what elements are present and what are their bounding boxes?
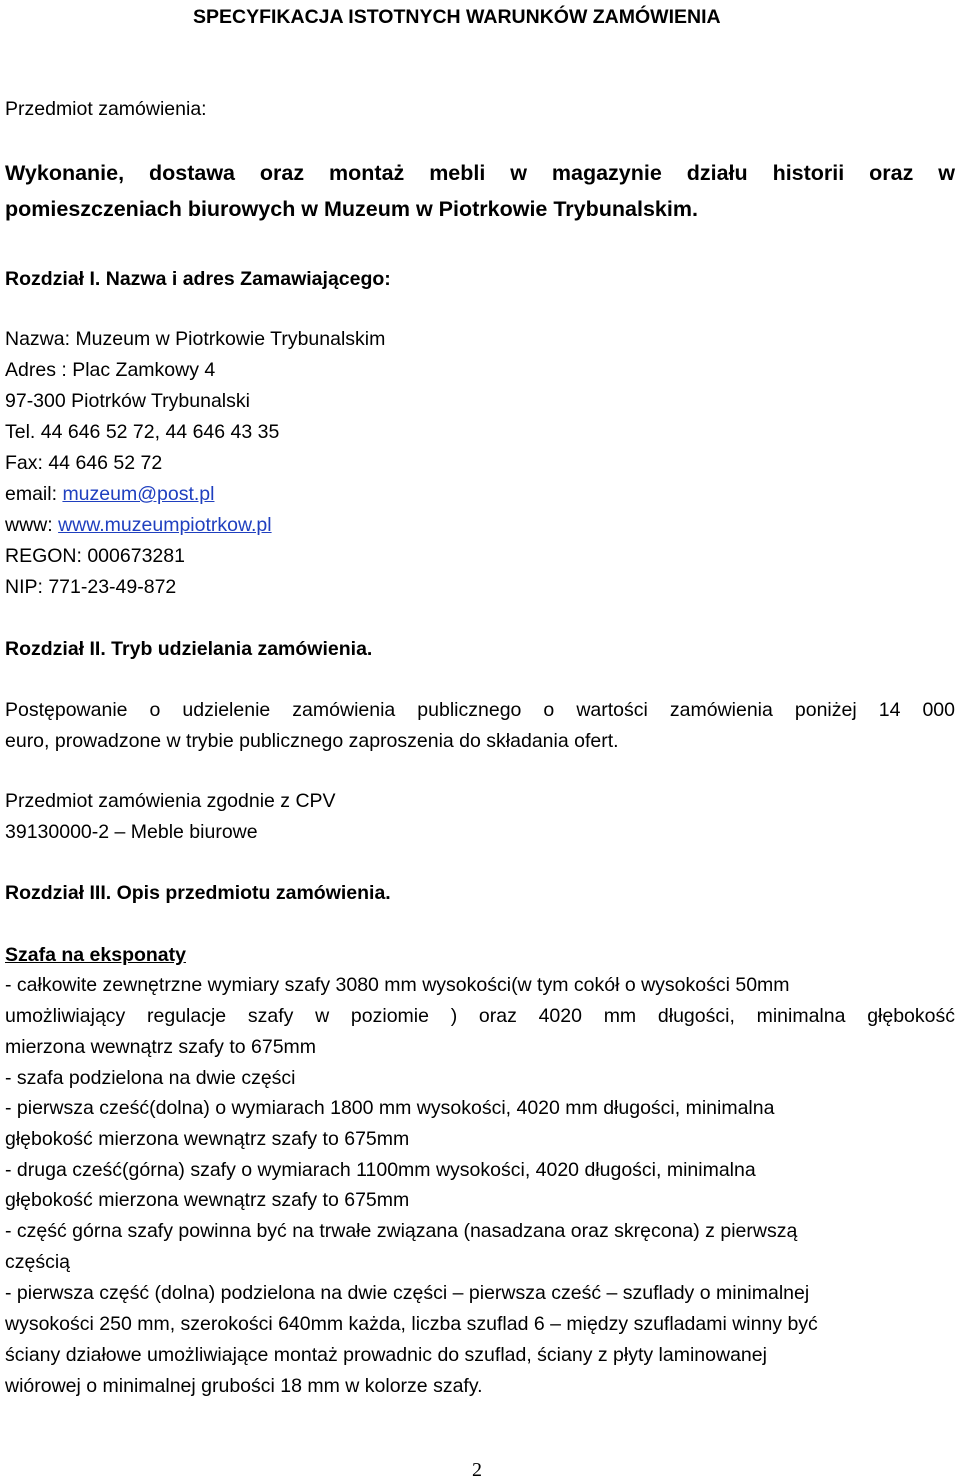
section-2-heading: Rozdział II. Tryb udzielania zamówienia.: [5, 638, 373, 660]
item-title: Szafa na eksponaty: [5, 944, 186, 966]
email-link[interactable]: muzeum@post.pl: [62, 483, 215, 505]
contractor-name: Nazwa: Muzeum w Piotrkowie Trybunalskim: [5, 328, 386, 350]
document-title: SPECYFIKACJA ISTOTNYCH WARUNKÓW ZAMÓWIENIA: [193, 6, 721, 28]
contractor-regon: REGON: 000673281: [5, 545, 185, 567]
contractor-email-row: [5, 481, 214, 507]
section-1-heading: Rozdział I. Nazwa i adres Zamawiającego:: [5, 268, 391, 290]
contractor-postal: 97-300 Piotrków Trybunalski: [5, 390, 250, 412]
page-number: 2: [472, 1459, 482, 1481]
spec-line: głębokość mierzona wewnątrz szafy to 675mm: [5, 1128, 410, 1150]
subject-label: Przedmiot zamówienia:: [5, 98, 207, 120]
spec-line: wiórowej o minimalnej grubości 18 mm w kolorze szafy.: [5, 1375, 483, 1397]
contractor-www-row: [5, 512, 272, 538]
cpv-label: Przedmiot zamówienia zgodnie z CPV: [5, 790, 336, 812]
contractor-phone: Tel. 44 646 52 72, 44 646 43 35: [5, 421, 280, 443]
contractor-address: Adres : Plac Zamkowy 4: [5, 359, 216, 381]
spec-line: - druga cześć(górna) szafy o wymiarach 1100mm wysokości, 4020 długości, minimalna: [5, 1159, 756, 1181]
contractor-nip: NIP: 771-23-49-872: [5, 576, 177, 598]
spec-line: ściany działowe umożliwiające montaż prowadnic do szuflad, ściany z płyty laminowanej: [5, 1344, 767, 1366]
www-label: www:: [5, 514, 59, 536]
spec-line: częścią: [5, 1251, 71, 1273]
subject-line-1: Wykonanie, dostawa oraz montaż mebli w magazynie działu historii oraz w: [5, 161, 955, 185]
procedure-line-2: euro, prowadzone w trybie publicznego zaproszenia do składania ofert.: [5, 730, 619, 752]
spec-line: głębokość mierzona wewnątrz szafy to 675mm: [5, 1189, 410, 1211]
spec-line: - pierwsza cześć(dolna) o wymiarach 1800 mm wysokości, 4020 mm długości, minimalna: [5, 1097, 775, 1119]
spec-line: umożliwiający regulacje szafy w poziomie ) oraz 4020 mm długości, minimalna głębokość: [5, 1005, 955, 1027]
spec-line: mierzona wewnątrz szafy to 675mm: [5, 1036, 317, 1058]
spec-line: - pierwsza część (dolna) podzielona na dwie części – pierwsza cześć – szuflady o minimalnej: [5, 1282, 810, 1304]
cpv-code: 39130000-2 – Meble biurowe: [5, 821, 258, 843]
subject-line-2: pomieszczeniach biurowych w Muzeum w Piotrkowie Trybunalskim.: [5, 197, 698, 221]
spec-line: wysokości 250 mm, szerokości 640mm każda, liczba szuflad 6 – między szufladami winny być: [5, 1313, 818, 1335]
spec-line: - szafa podzielona na dwie części: [5, 1067, 296, 1089]
website-link[interactable]: www.muzeumpiotrkow.pl: [58, 514, 272, 536]
email-label: email:: [5, 483, 63, 505]
contractor-fax: Fax: 44 646 52 72: [5, 452, 163, 474]
spec-line: - całkowite zewnętrzne wymiary szafy 3080 mm wysokości(w tym cokół o wysokości 50mm: [5, 974, 790, 996]
spec-line: - część górna szafy powinna być na trwałe związana (nasadzana oraz skręcona) z pierwszą: [5, 1220, 798, 1242]
procedure-line-1: Postępowanie o udzielenie zamówienia publicznego o wartości zamówienia poniżej 14 000: [5, 699, 955, 721]
section-3-heading: Rozdział III. Opis przedmiotu zamówienia.: [5, 882, 391, 904]
